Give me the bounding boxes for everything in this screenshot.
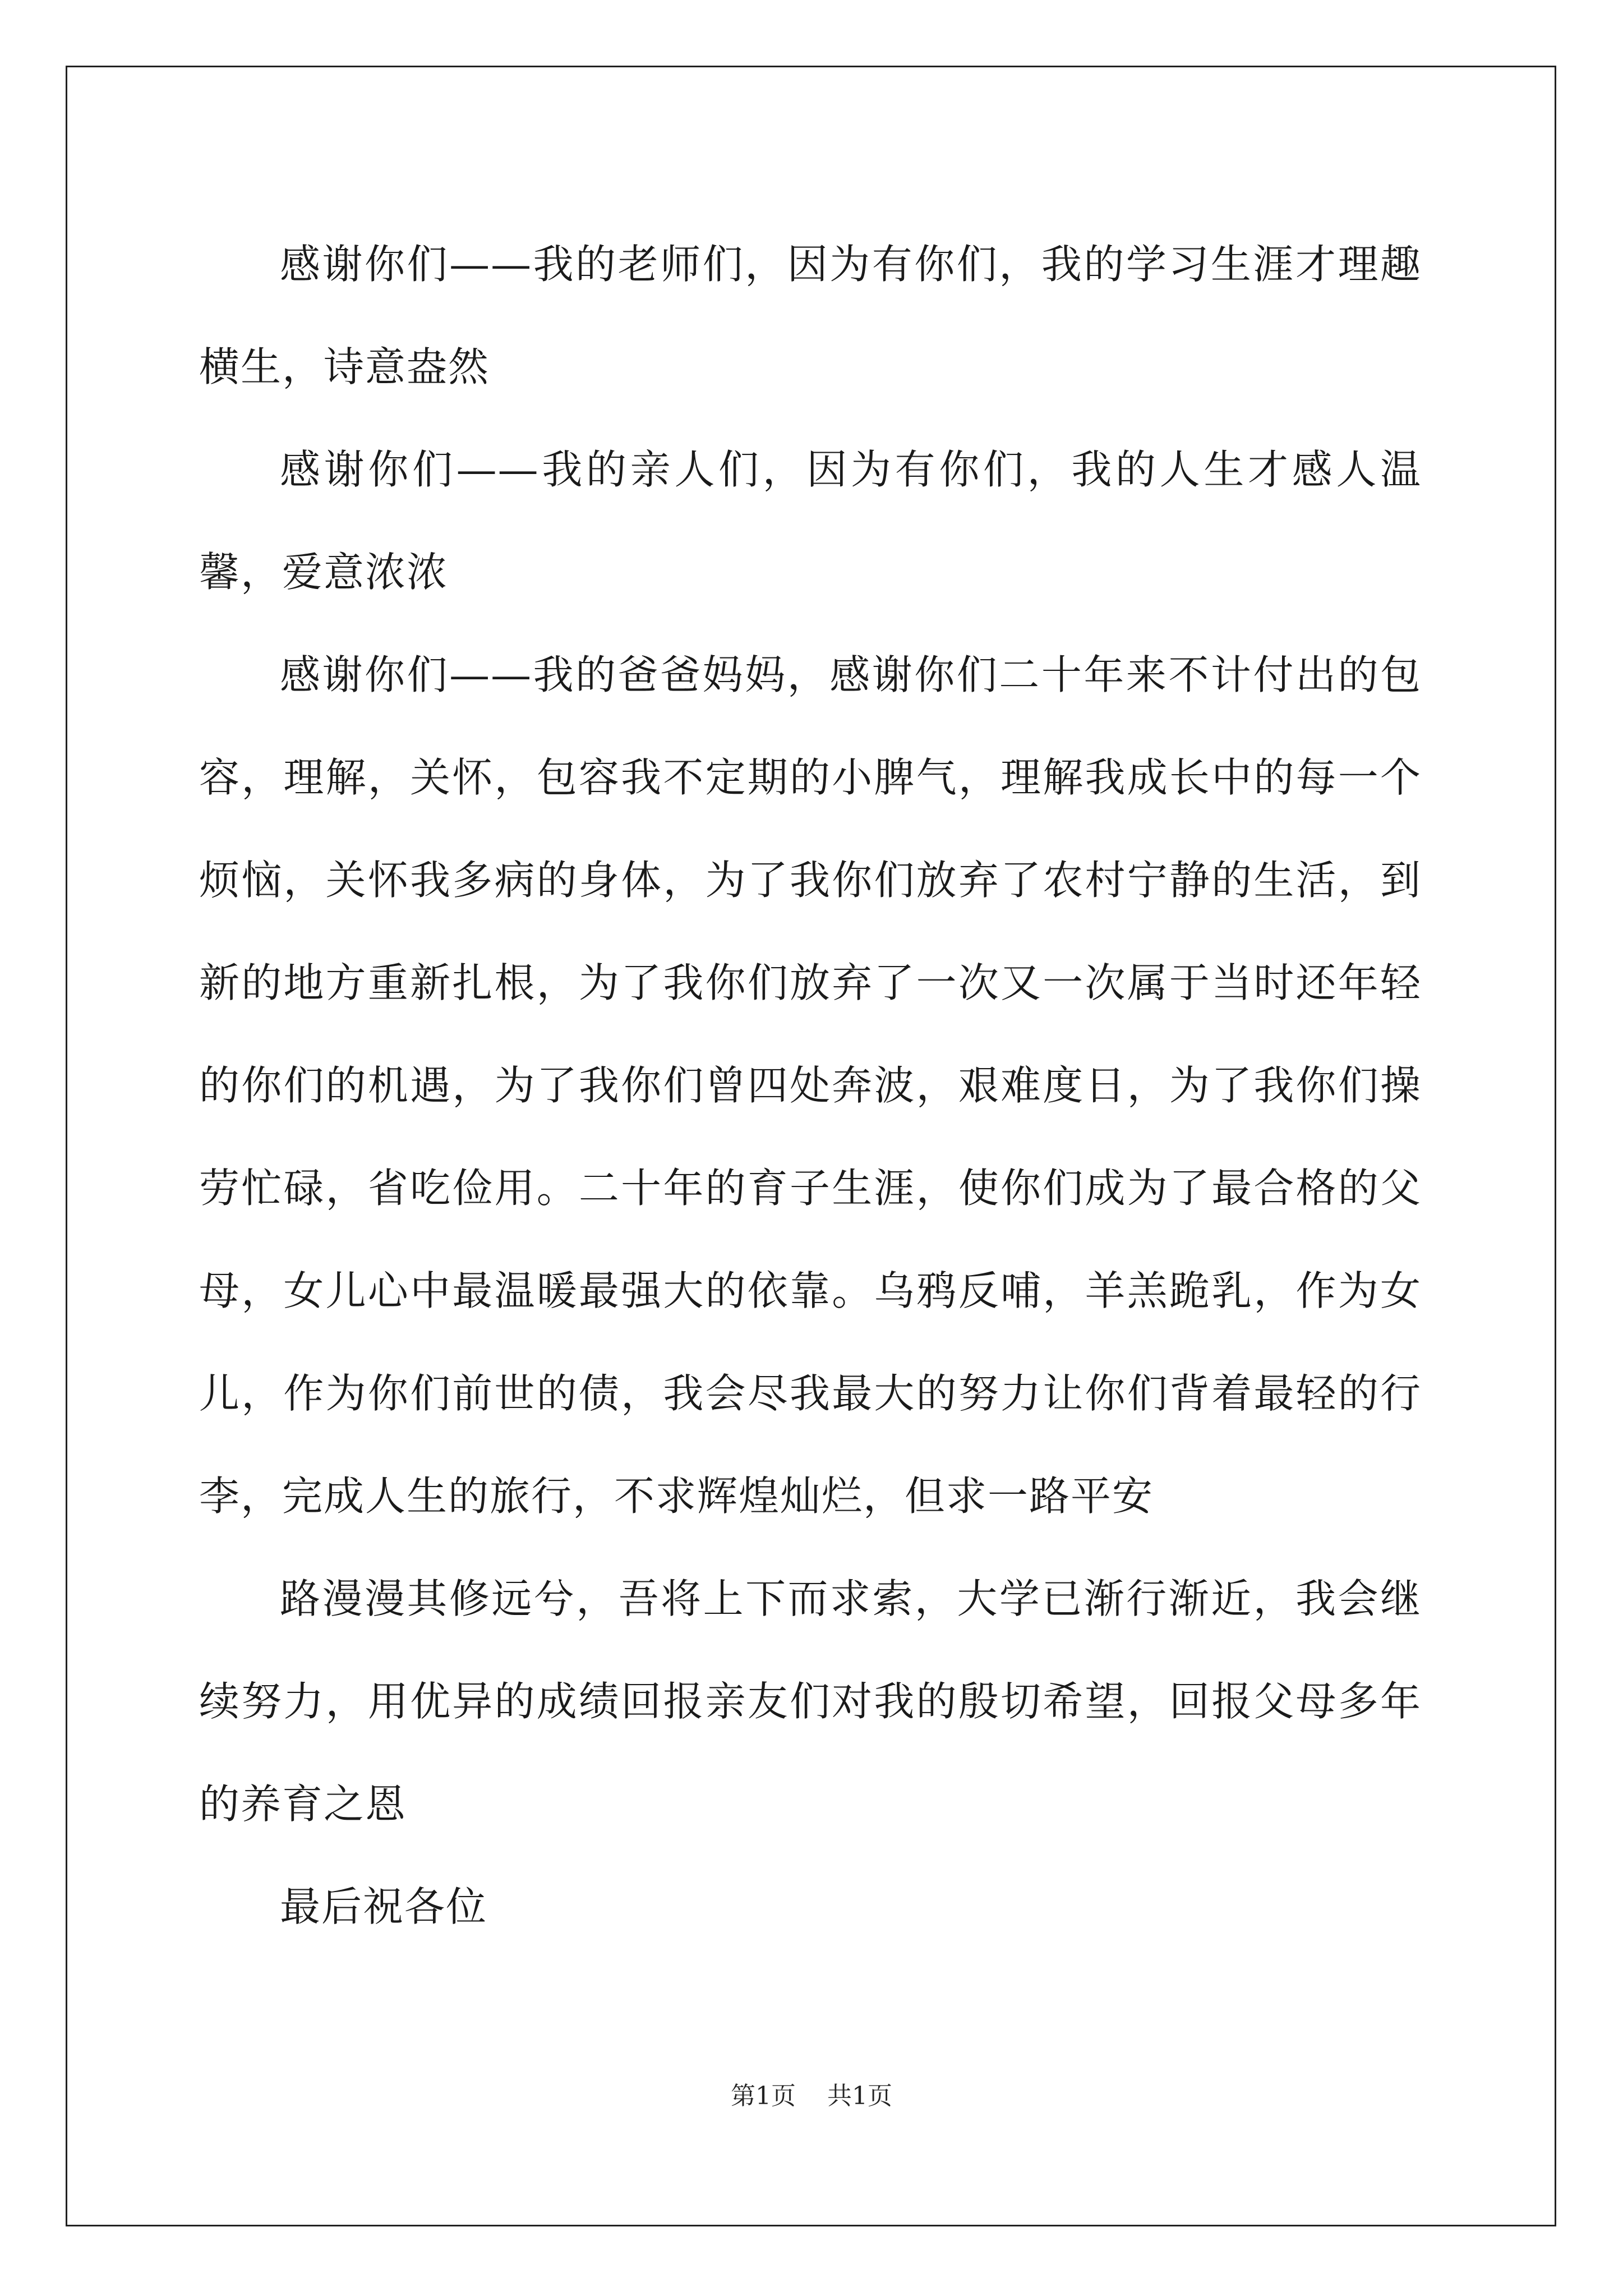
page-footer: [0, 2076, 1623, 2111]
page-number-total: 共1页: [827, 2082, 892, 2110]
paragraph-parents: 感谢你们——我的爸爸妈妈，感谢你们二十年来不计付出的包容，理解，关怀，包容我不定期的小脾气，理解我成长中的每一个烦恼，关怀我多病的身体，为了我你们放弃了农村宁静的生活，到新的地方重新扎根，为了我你们放弃了一次又一次属于当时还年轻的你们的机遇，为了我你们曾四处奔波，艰难度日，为了我你们操劳忙碌，省吃俭用。二十年的育子生涯，使你们成为了最合格的父母，女儿心中最温暖最强大的依靠。乌鸦反哺，羊羔跪乳，作为女儿，作为你们前世的债，我会尽我最大的努力让你们背着最轻的行李，完成人生的旅行，不求辉煌灿烂，但求一路平安: [199, 651, 1422, 1520]
paragraph-relatives: 感谢你们——我的亲人们，因为有你们，我的人生才感人温馨，爱意浓浓: [199, 446, 1422, 596]
document-body: [199, 213, 1422, 1958]
paragraph-closing: 最后祝各位: [280, 1883, 488, 1930]
paragraph-teachers: 感谢你们——我的老师们，因为有你们，我的学习生涯才理趣横生，诗意盎然: [199, 241, 1422, 390]
paragraph-future: 路漫漫其修远兮，吾将上下而求索，大学已渐行渐近，我会继续努力，用优异的成绩回报亲友们对我的殷切希望，回报父母多年的养育之恩: [199, 1575, 1422, 1828]
page-number-current: 第1页: [731, 2082, 796, 2110]
